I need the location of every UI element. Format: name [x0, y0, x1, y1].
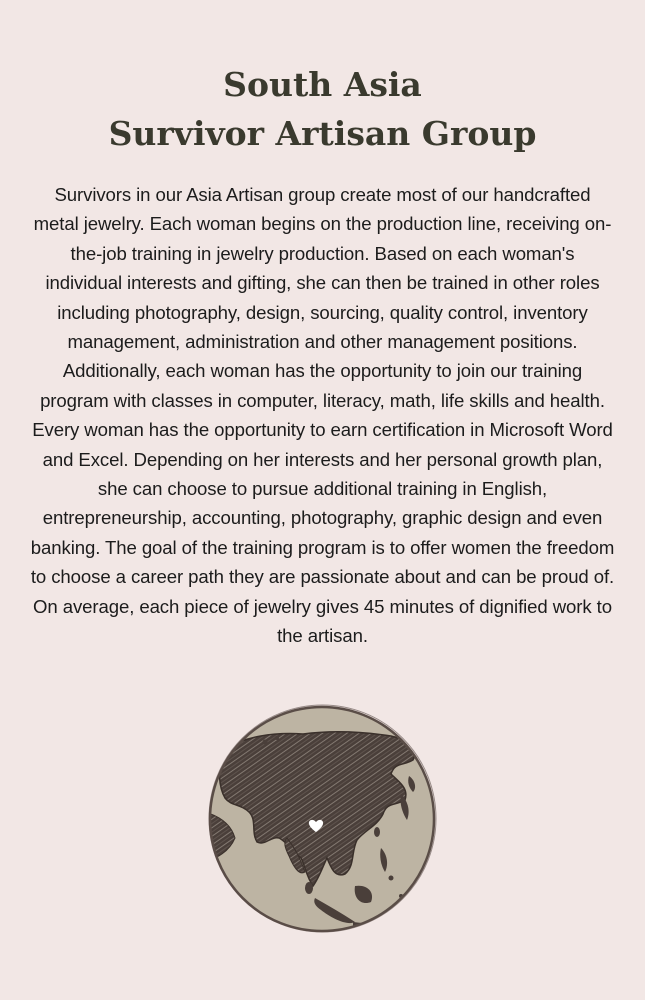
island-dot [389, 876, 394, 881]
title-line-1: South Asia [223, 65, 422, 104]
title-line-2: Survivor Artisan Group [108, 114, 537, 153]
island-dot [275, 736, 279, 740]
island-dot [263, 740, 268, 745]
globe-illustration [205, 702, 439, 936]
island-dot [408, 905, 414, 911]
body-paragraph: Survivors in our Asia Artisan group create most of our handcrafted metal jewelry. Each woman begins on the production line, receiving on-the-job training in jewelry production. Based on each woman's individual interests and gifting, she can then be trained in other roles including photography, design, sourcing, quality control, inventory management, administration and other management positions. Additionally, each woman has the opportunity to join our training program with classes in computer, literacy, math, life skills and health. Every woman has the opportunity to earn certification in Microsoft Word and Excel. Depending on her interests and her personal growth plan, she can choose to pursue additional training in English, entrepreneurship, accounting, photography, graphic design and even banking. The goal of the training program is to offer women the freedom to choose a career path they are passionate about and can be proud of. On average, each piece of jewelry gives 45 minutes of dignified work to the artisan. [30, 184, 615, 647]
globe-asia-icon [205, 702, 439, 936]
page-title [0, 60, 645, 158]
island-sri-lanka [305, 882, 313, 894]
island-taiwan [374, 827, 380, 837]
